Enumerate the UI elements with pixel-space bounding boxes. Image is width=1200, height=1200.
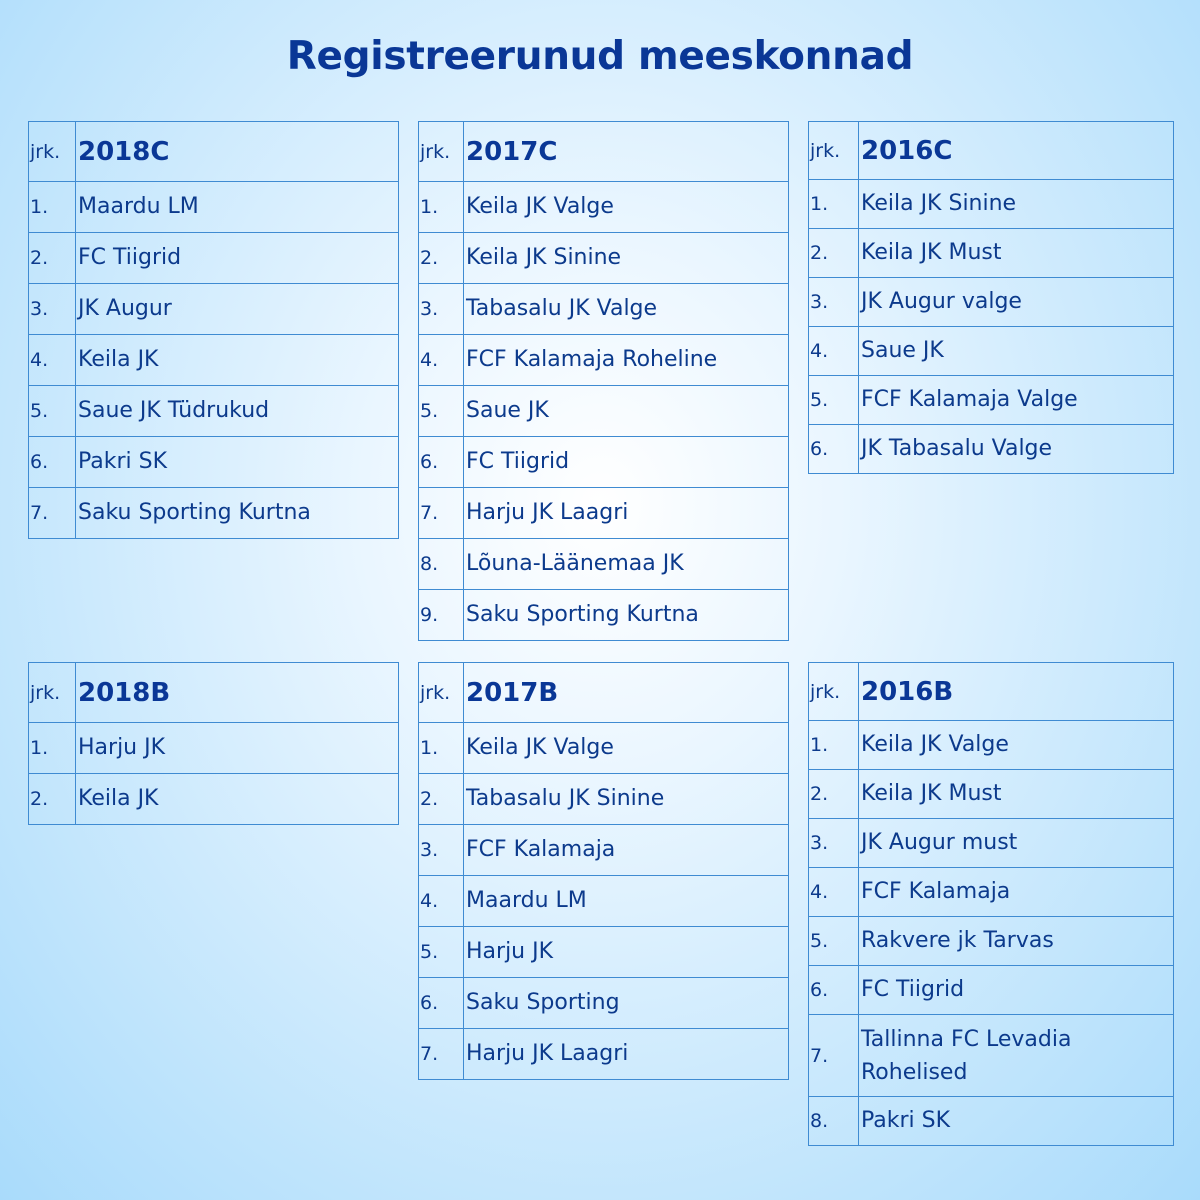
team-table-4 [418, 662, 789, 1080]
table-row [419, 284, 789, 335]
row-number: 4. [29, 335, 76, 386]
team-name: Saue JK Tüdrukud [76, 386, 399, 437]
team-name: Saku Sporting [464, 978, 789, 1029]
table-row [419, 539, 789, 590]
row-number: 2. [809, 229, 859, 278]
table-row [809, 1097, 1174, 1146]
column-header-number: jrk. [29, 122, 76, 182]
row-number: 2. [419, 774, 464, 825]
page-title: Registreerunud meeskonnad [286, 34, 914, 79]
row-number: 3. [419, 284, 464, 335]
table-row [809, 966, 1174, 1015]
column-header-number: jrk. [419, 663, 464, 723]
team-name: FCF Kalamaja Roheline [464, 335, 789, 386]
team-name: Pakri SK [76, 437, 399, 488]
team-name: Saku Sporting Kurtna [76, 488, 399, 539]
row-number: 5. [419, 927, 464, 978]
team-name: FC Tiigrid [859, 966, 1174, 1015]
table-row [419, 590, 789, 641]
table-row [29, 774, 399, 825]
team-name: Rakvere jk Tarvas [859, 917, 1174, 966]
row-number: 1. [29, 182, 76, 233]
team-name: FC Tiigrid [464, 437, 789, 488]
age-group-title: 2018B [76, 663, 399, 723]
row-number: 5. [29, 386, 76, 437]
team-table-3 [28, 662, 399, 825]
age-group-title: 2017B [464, 663, 789, 723]
team-table-0 [28, 121, 399, 539]
table-header-row [419, 663, 789, 723]
team-table-1 [418, 121, 789, 641]
team-name: Keila JK Sinine [464, 233, 789, 284]
team-table-2 [808, 121, 1174, 474]
row-number: 5. [809, 917, 859, 966]
table-row [809, 721, 1174, 770]
age-group-title: 2018C [76, 122, 399, 182]
team-name: Harju JK [464, 927, 789, 978]
table-header-row [419, 122, 789, 182]
row-number: 5. [419, 386, 464, 437]
row-number: 1. [809, 721, 859, 770]
row-number: 4. [809, 327, 859, 376]
team-name: Tallinna FC Levadia Rohelised [859, 1015, 1174, 1097]
team-name: Keila JK Valge [464, 723, 789, 774]
table-row [419, 182, 789, 233]
table-row [419, 437, 789, 488]
age-group-title: 2016B [859, 663, 1174, 721]
row-number: 1. [809, 180, 859, 229]
row-number: 2. [29, 233, 76, 284]
team-name: Pakri SK [859, 1097, 1174, 1146]
column-header-number: jrk. [29, 663, 76, 723]
table-row [419, 1029, 789, 1080]
team-name: FCF Kalamaja [859, 868, 1174, 917]
row-number: 9. [419, 590, 464, 641]
table-header-row [29, 122, 399, 182]
row-number: 4. [809, 868, 859, 917]
column-header-number: jrk. [809, 663, 859, 721]
row-number: 4. [419, 876, 464, 927]
row-number: 1. [419, 182, 464, 233]
team-name: Keila JK Valge [859, 721, 1174, 770]
table-row [419, 723, 789, 774]
team-name: Keila JK Sinine [859, 180, 1174, 229]
team-name: Keila JK Must [859, 229, 1174, 278]
table-row [29, 284, 399, 335]
row-number: 6. [419, 437, 464, 488]
table-row [29, 386, 399, 437]
team-name: JK Augur must [859, 819, 1174, 868]
table-row [419, 386, 789, 437]
table-row [809, 425, 1174, 474]
table-row [809, 278, 1174, 327]
team-name: Keila JK [76, 335, 399, 386]
table-row [29, 335, 399, 386]
table-row [809, 917, 1174, 966]
table-row [809, 819, 1174, 868]
table-row [29, 182, 399, 233]
table-row [29, 233, 399, 284]
team-name: JK Tabasalu Valge [859, 425, 1174, 474]
age-group-title: 2016C [859, 122, 1174, 180]
row-number: 4. [419, 335, 464, 386]
row-number: 8. [419, 539, 464, 590]
table-row [809, 229, 1174, 278]
table-row [419, 978, 789, 1029]
team-name: FCF Kalamaja [464, 825, 789, 876]
table-row [809, 770, 1174, 819]
table-row [419, 876, 789, 927]
table-row [419, 335, 789, 386]
row-number: 6. [809, 966, 859, 1015]
row-number: 3. [809, 278, 859, 327]
team-name: Tabasalu JK Valge [464, 284, 789, 335]
row-number: 2. [29, 774, 76, 825]
table-header-row [809, 122, 1174, 180]
team-name: Tabasalu JK Sinine [464, 774, 789, 825]
team-name: JK Augur valge [859, 278, 1174, 327]
team-name: Maardu LM [464, 876, 789, 927]
team-name: Keila JK Must [859, 770, 1174, 819]
row-number: 3. [809, 819, 859, 868]
row-number: 6. [419, 978, 464, 1029]
team-name: Saku Sporting Kurtna [464, 590, 789, 641]
row-number: 7. [419, 488, 464, 539]
team-name: FCF Kalamaja Valge [859, 376, 1174, 425]
table-row [29, 437, 399, 488]
age-group-title: 2017C [464, 122, 789, 182]
team-name: Maardu LM [76, 182, 399, 233]
row-number: 1. [419, 723, 464, 774]
row-number: 7. [419, 1029, 464, 1080]
team-name: Harju JK Laagri [464, 1029, 789, 1080]
row-number: 8. [809, 1097, 859, 1146]
team-name: Harju JK Laagri [464, 488, 789, 539]
table-row [29, 488, 399, 539]
team-name: Saue JK [464, 386, 789, 437]
row-number: 7. [29, 488, 76, 539]
row-number: 5. [809, 376, 859, 425]
table-row [419, 233, 789, 284]
table-row [809, 1015, 1174, 1097]
row-number: 6. [809, 425, 859, 474]
team-name: FC Tiigrid [76, 233, 399, 284]
team-name: Keila JK Valge [464, 182, 789, 233]
team-name: Lõuna-Läänemaa JK [464, 539, 789, 590]
column-header-number: jrk. [809, 122, 859, 180]
table-header-row [29, 663, 399, 723]
table-row [809, 327, 1174, 376]
table-row [419, 488, 789, 539]
team-name: JK Augur [76, 284, 399, 335]
table-header-row [809, 663, 1174, 721]
team-name: Keila JK [76, 774, 399, 825]
row-number: 1. [29, 723, 76, 774]
table-row [809, 180, 1174, 229]
row-number: 3. [29, 284, 76, 335]
row-number: 2. [809, 770, 859, 819]
row-number: 2. [419, 233, 464, 284]
column-header-number: jrk. [419, 122, 464, 182]
table-row [29, 723, 399, 774]
row-number: 7. [809, 1015, 859, 1097]
team-name: Harju JK [76, 723, 399, 774]
team-table-5 [808, 662, 1174, 1146]
row-number: 3. [419, 825, 464, 876]
row-number: 6. [29, 437, 76, 488]
table-row [809, 376, 1174, 425]
team-name: Saue JK [859, 327, 1174, 376]
table-row [419, 774, 789, 825]
table-row [419, 825, 789, 876]
table-row [419, 927, 789, 978]
table-row [809, 868, 1174, 917]
